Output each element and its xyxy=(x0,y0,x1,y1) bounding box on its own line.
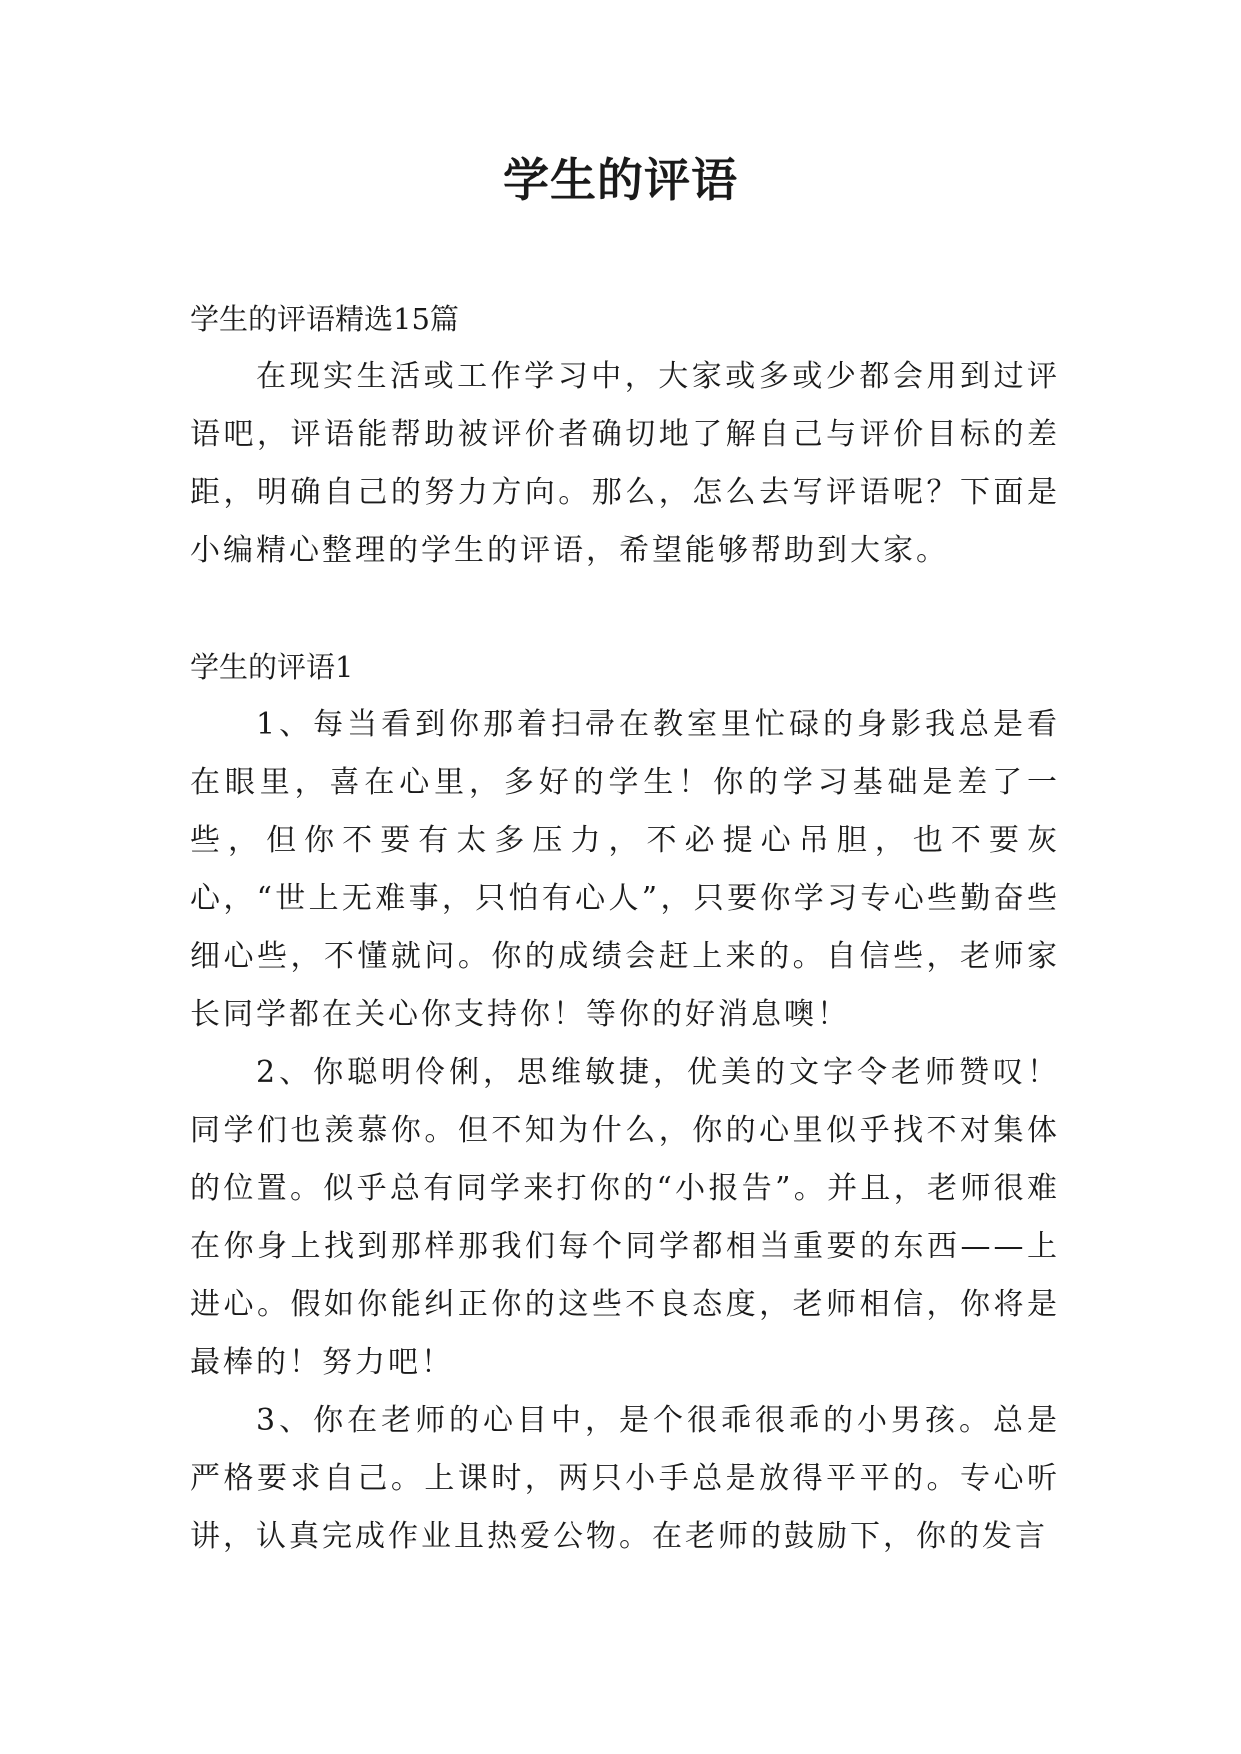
section-spacer xyxy=(190,580,1060,638)
comment-item-3: 3、你在老师的心目中，是个很乖很乖的小男孩。总是严格要求自己。上课时，两只小手总是放得平平的。专心听讲，认真完成作业且热爱公物。在老师的鼓励下，你的发言 xyxy=(190,1403,1060,1554)
comment-item-2: 2、你聪明伶俐，思维敏捷，优美的文字令老师赞叹！同学们也羡慕你。但不知为什么，你的心里似乎找不对集体的位置。似乎总有同学来打你的“小报告”。并且，老师很难在你身上找到那样那我们每个同学都相当重要的东西——上进心。假如你能纠正你的这些不良态度，老师相信，你将是最棒的！努力吧！ xyxy=(190,1055,1060,1380)
intro-paragraph: 在现实生活或工作学习中，大家或多或少都会用到过评语吧，评语能帮助被评价者确切地了解自己与评价目标的差距，明确自己的努力方向。那么，怎么去写评语呢？下面是小编精心整理的学生的评语，希望能够帮助到大家。 xyxy=(190,359,1060,568)
section-heading: 学生的评语1 xyxy=(190,650,354,684)
document-title: 学生的评语 xyxy=(503,153,738,207)
document-body xyxy=(190,290,1060,1566)
comment-item-1: 1、每当看到你那着扫帚在教室里忙碌的身影我总是看在眼里，喜在心里，多好的学生！你的学习基础是差了一些，但你不要有太多压力，不必提心吊胆，也不要灰心，“世上无难事，只怕有心人”，只要你学习专心些勤奋些细心些，不懂就问。你的成绩会赶上来的。自信些，老师家长同学都在关心你支持你！等你的好消息噢！ xyxy=(190,707,1060,1032)
intro-heading: 学生的评语精选15篇 xyxy=(190,302,459,336)
